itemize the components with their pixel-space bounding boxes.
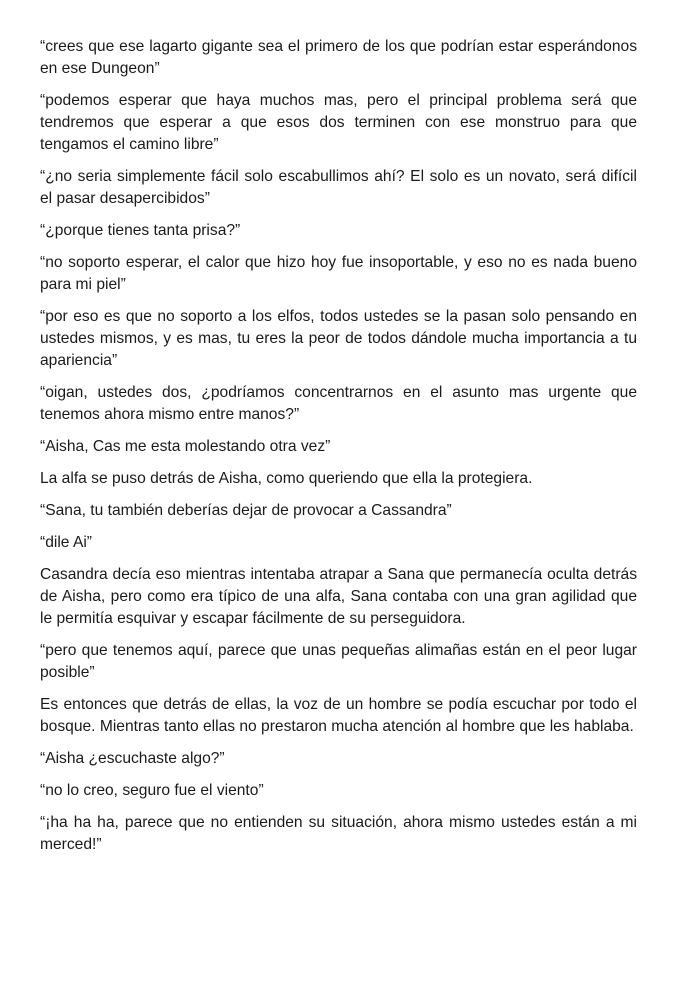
paragraph: “¿no seria simplemente fácil solo escabullimos ahí? El solo es un novato, será difícil el pasar desapercibidos” [40,168,637,207]
paragraph: “oigan, ustedes dos, ¿podríamos concentrarnos en el asunto mas urgente que tenemos ahora mismo entre manos?” [40,384,637,423]
paragraph: “pero que tenemos aquí, parece que unas pequeñas alimañas están en el peor lugar posible” [40,642,637,681]
paragraph: “no lo creo, seguro fue el viento” [40,782,264,799]
paragraph: “Sana, tu también deberías dejar de provocar a Cassandra” [40,502,452,519]
paragraph: “podemos esperar que haya muchos mas, pero el principal problema será que tendremos que esperar a que esos dos terminen con ese monstruo para que tengamos el camino libre” [40,92,637,153]
paragraph: “dile Ai” [40,534,92,551]
paragraph: “¡ha ha ha, parece que no entienden su situación, ahora mismo ustedes están a mi merced!” [40,814,637,853]
paragraph: “Aisha, Cas me esta molestando otra vez” [40,438,331,455]
paragraph: “no soporto esperar, el calor que hizo hoy fue insoportable, y eso no es nada bueno para mi piel” [40,254,637,293]
paragraph: “Aisha ¿escuchaste algo?” [40,750,225,767]
paragraph: La alfa se puso detrás de Aisha, como queriendo que ella la protegiera. [40,470,533,487]
paragraph: “crees que ese lagarto gigante sea el primero de los que podrían estar esperándonos en ese Dungeon” [40,38,637,77]
paragraph: Casandra decía eso mientras intentaba atrapar a Sana que permanecía oculta detrás de Aisha, pero como era típico de una alfa, Sana contaba con una gran agilidad que le permitía esquivar y escapar fácilmente de su perseguidora. [40,566,637,627]
paragraph: “¿porque tienes tanta prisa?” [40,222,241,239]
document-body [40,36,637,866]
paragraph: Es entonces que detrás de ellas, la voz de un hombre se podía escuchar por todo el bosque. Mientras tanto ellas no prestaron mucha atención al hombre que les hablaba. [40,696,637,735]
paragraph: “por eso es que no soporto a los elfos, todos ustedes se la pasan solo pensando en ustedes mismos, y es mas, tu eres la peor de todos dándole mucha importancia a tu apariencia” [40,308,637,369]
